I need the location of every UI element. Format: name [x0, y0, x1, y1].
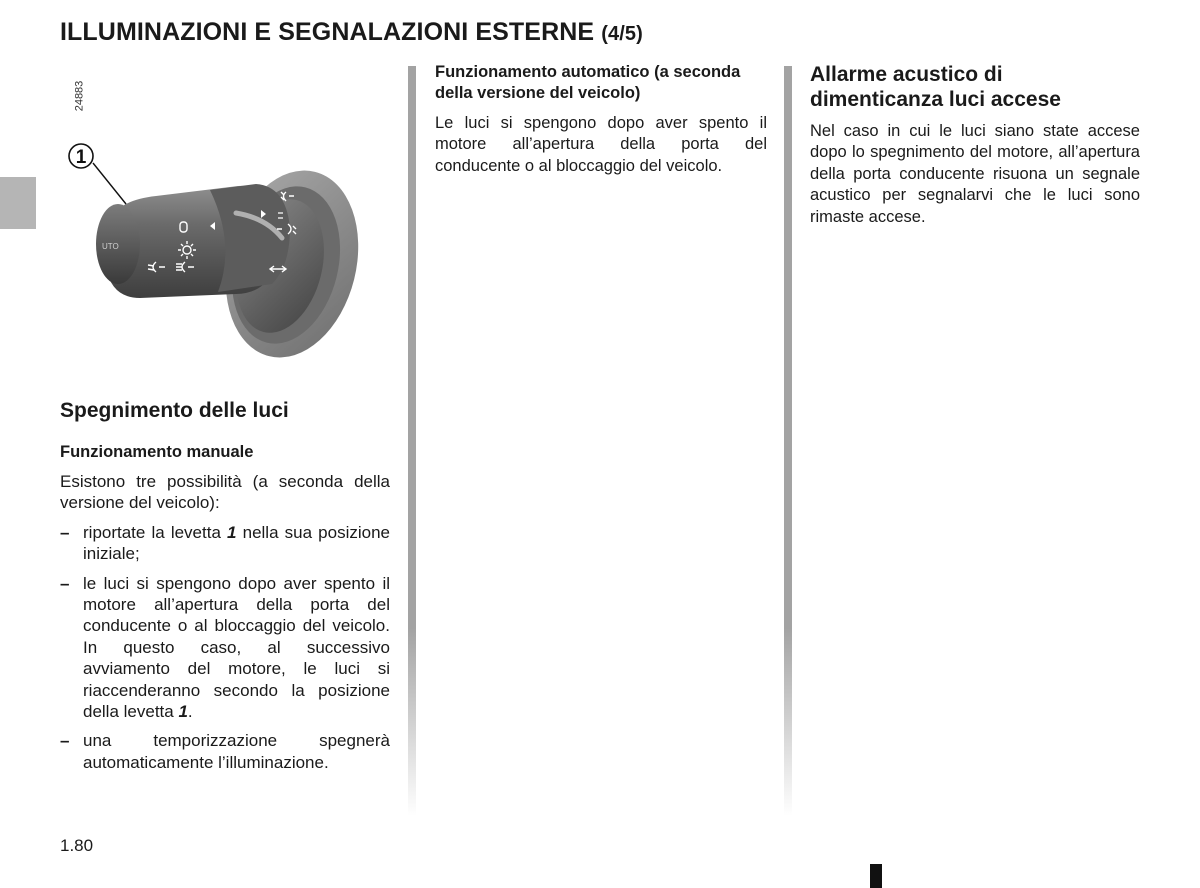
callout-1-label: 1: [75, 147, 87, 168]
figure-code: 24883: [73, 80, 85, 112]
lever-reference: 1: [178, 702, 188, 722]
section-automatic: [435, 62, 767, 177]
subheading-automatic: Funzionamento automatico (a seconda della versione del veicolo): [435, 63, 741, 102]
page-part-indicator: (4/5): [601, 23, 643, 45]
page-title: [60, 18, 643, 47]
chapter-tab: [0, 177, 36, 229]
edge-marker: [870, 864, 882, 888]
page-number: 1.80: [60, 836, 94, 855]
subheading-manual: Funzionamento manuale: [60, 443, 254, 461]
options-list: [60, 522, 390, 773]
intro-paragraph: Esistono tre possibilità (a seconda della versione del veicolo):: [60, 472, 390, 513]
page-title-text: ILLUMINAZIONI E SEGNALAZIONI ESTERNE: [60, 18, 595, 46]
list-item: – le luci si spengono dopo aver spento il motore all’apertura della porta del conducente o al bloccaggio del veicolo. In questo caso, al successivo avviamento del motore, le luci si riaccenderanno secondo la posizione della levetta 1.: [60, 573, 390, 722]
list-item: – riportate la levetta 1 nella sua posizione iniziale;: [60, 522, 390, 564]
knob-label: UTO: [102, 242, 119, 251]
section-alarm: [810, 62, 1140, 228]
section-heading-alarm: Allarme acustico di dimenticanza luci accese: [810, 63, 1061, 111]
automatic-paragraph: Le luci si spengono dopo aver spento il motore all’apertura della porta del conducente o al bloccaggio del veicolo.: [435, 114, 767, 175]
light-switch-illustration: [60, 68, 390, 378]
column-divider: [408, 66, 416, 816]
section-lights-off: [60, 398, 390, 781]
callout-leader-line: [93, 163, 126, 204]
alarm-paragraph: Nel caso in cui le luci siano state accese dopo lo spegnimento del motore, all’apertura della porta conducente risuona un segnale acustico per segnalarvi che le luci sono rimaste accese.: [810, 122, 1140, 226]
column-divider: [784, 66, 792, 816]
lever-reference: 1: [227, 522, 237, 542]
list-item: – una temporizzazione spegnerà automaticamente l’illuminazione.: [60, 731, 390, 772]
light-switch-figure: [60, 68, 390, 378]
section-heading-lights-off: Spegnimento delle luci: [60, 399, 289, 422]
